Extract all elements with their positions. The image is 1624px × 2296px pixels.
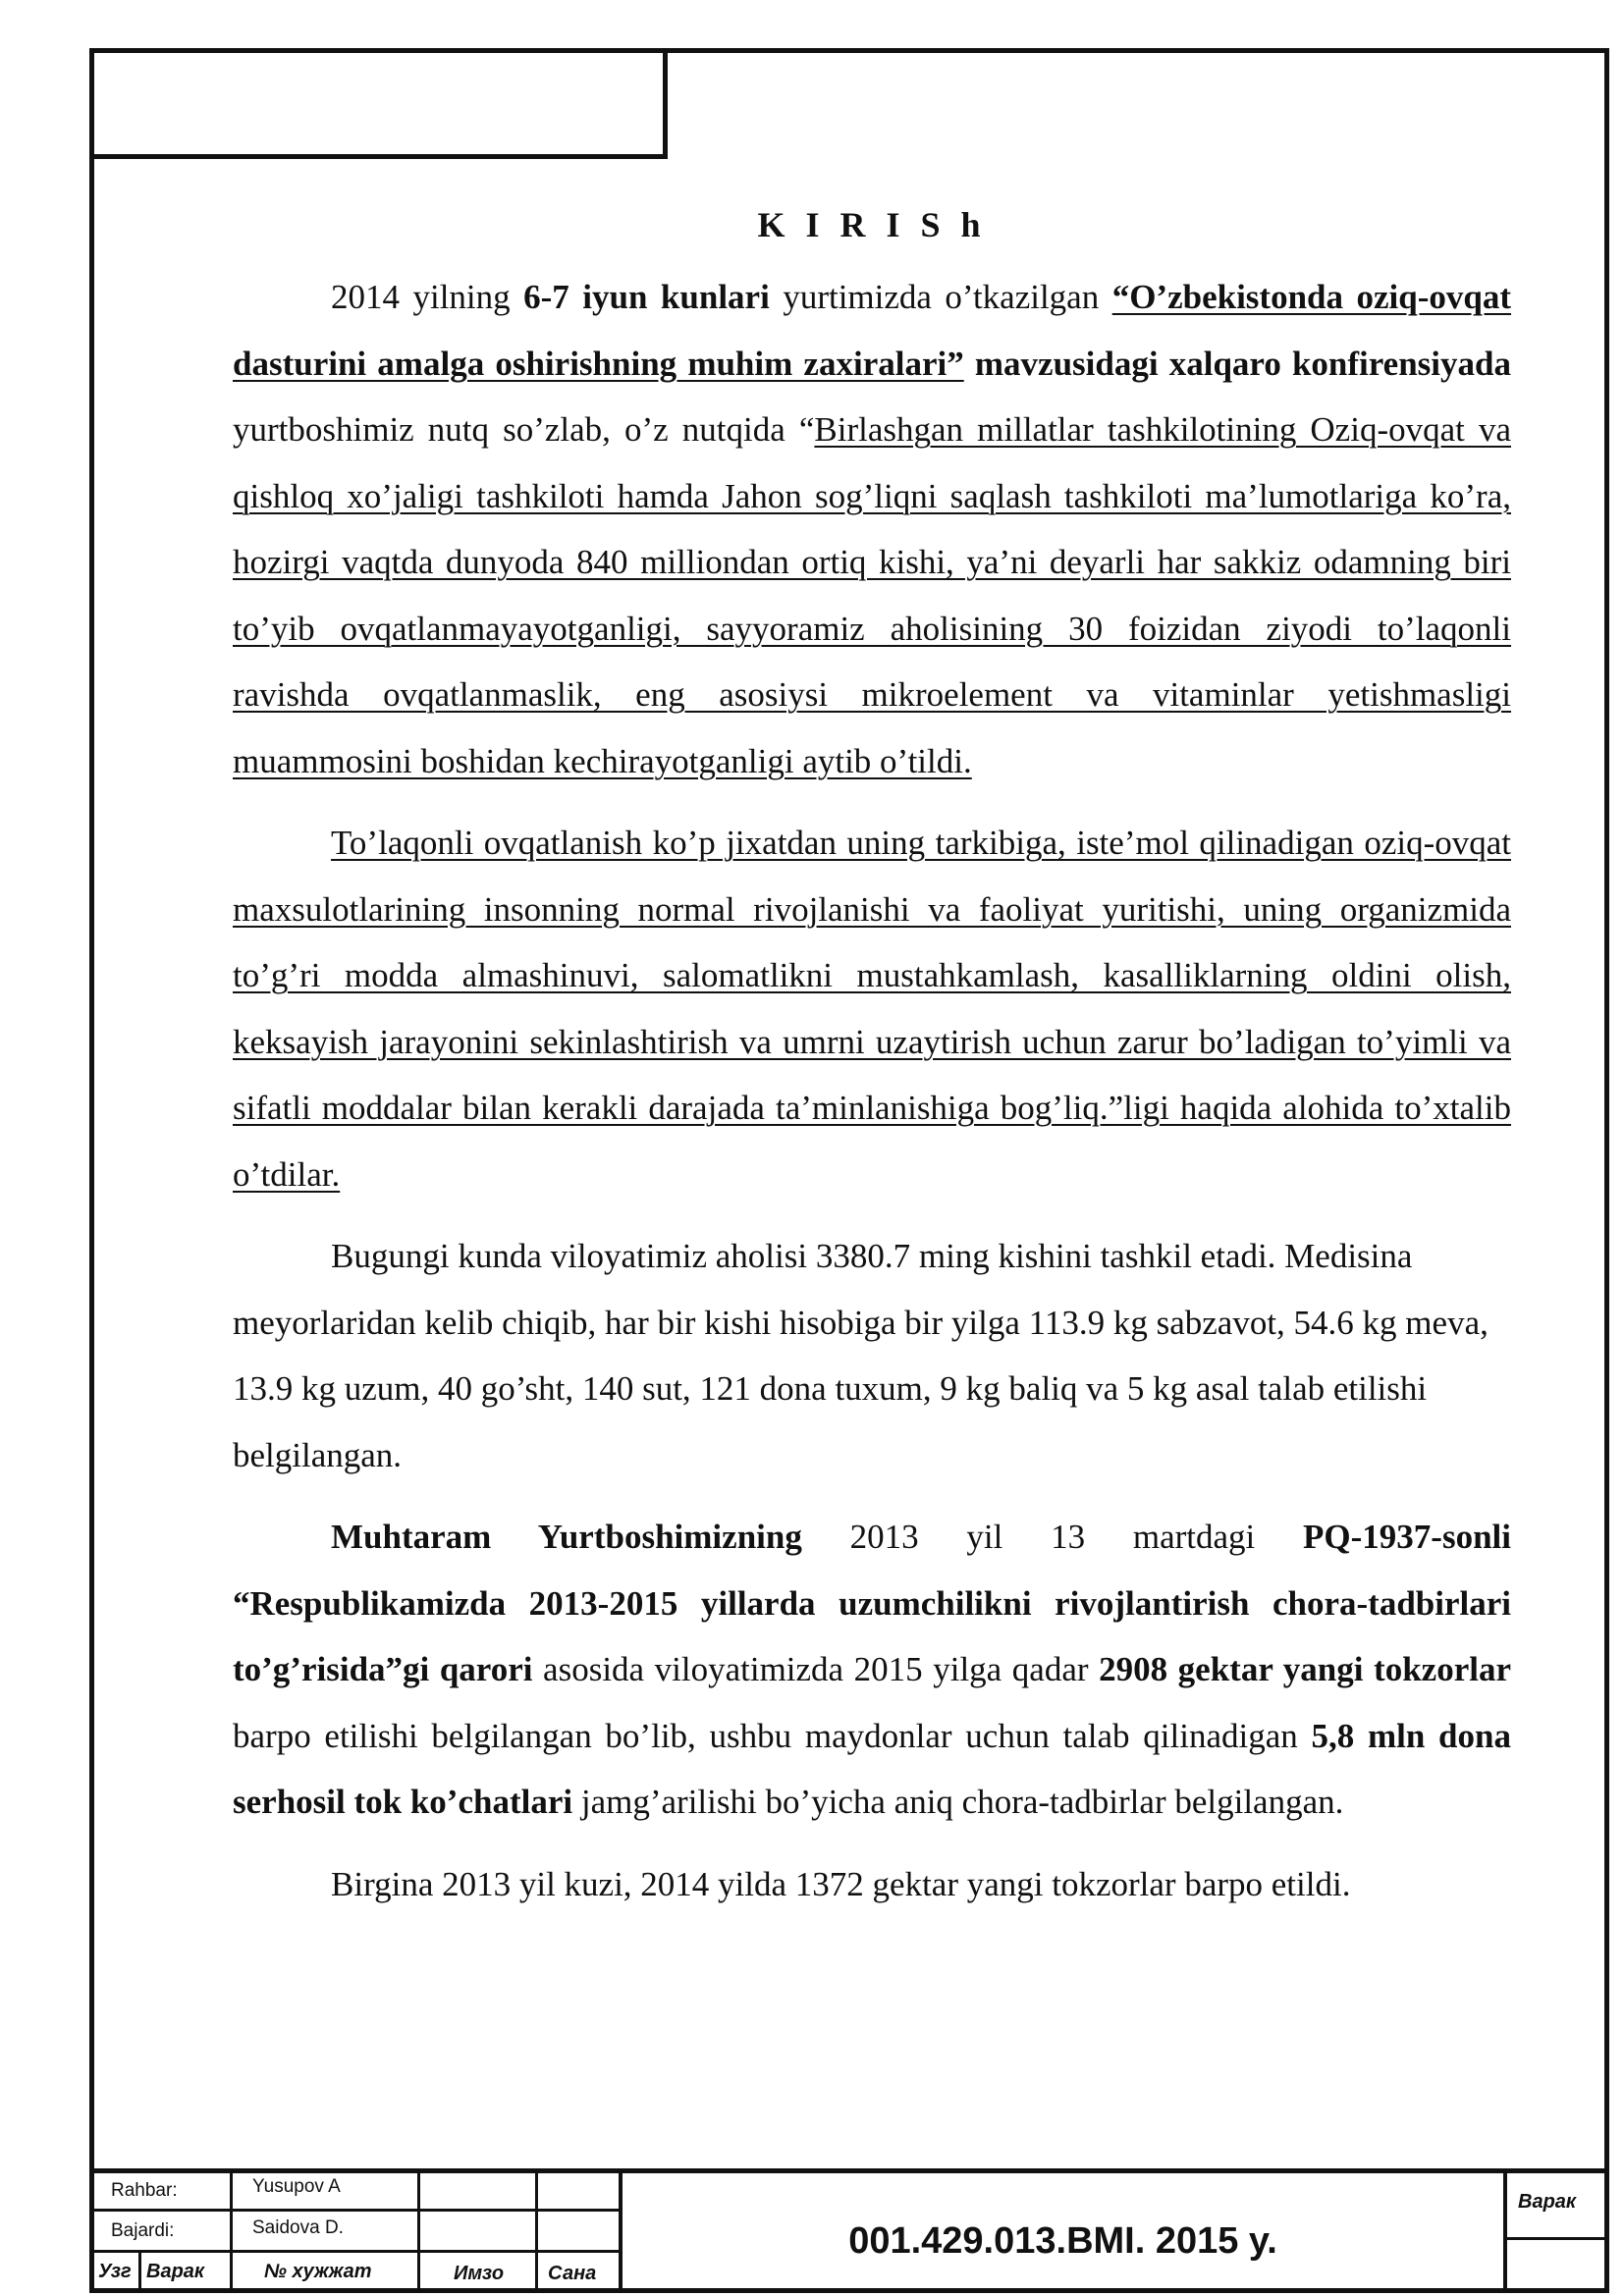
document-title: K I R I S h — [757, 205, 987, 244]
text-run: mavzusidagi xalqaro konfirensiyada — [963, 344, 1511, 383]
rahbar-name: Yusupov A — [252, 2176, 341, 2197]
document-body — [233, 167, 1511, 1933]
text-run: 6-7 iyun kunlari — [523, 278, 770, 316]
col-hujjat: № хужжат — [264, 2261, 372, 2282]
paragraph-5: Birgina 2013 yil kuzi, 2014 yilda 1372 gektar yangi tokzorlar barpo etildi. — [331, 1864, 1351, 1903]
text-run: Muhtaram Yurtboshimizning — [331, 1518, 802, 1556]
document-code: 001.429.013.BMI. 2015 y. — [848, 2220, 1277, 2262]
col-sana: Сана — [548, 2263, 597, 2284]
paragraph-1: 2014 yilning 6-7 iyun kunlari yurtimizda o’tkazilgan “O’zbekistonda oziq-ovqat dasturini amalga oshirishning muhim zaxiralari” mavzusidagi xalqaro konfirensiyada yurtboshimiz nutq so’zlab, o’z nutqida “Birlashgan millatlar tashkilotining Oziq-ovqat va qishloq xo’jaligi tashkiloti hamda Jahon sog’liqni saqlash tashkiloti ma’lumotlariga ko’ra, hozirgi vaqtda dunyoda 840 milliondan ortiq kishi, ya’ni deyarli har sakkiz odamning biri to’yib ovqatlanmayayotganligi, sayyoramiz aholisining 30 foizidan ziyodi to’laqonli ravishda ovqatlanmaslik, eng asosiysi mikroelement va vitaminlar yetishmasligi muammosini boshidan kechirayotganligi aytib o’tildi. — [233, 278, 1511, 780]
text-run: To’laqonli ovqatlanish ko’p jixatdan uning tarkibiga, iste’mol qilinadigan oziq-ovqat maxsulotlarining insonning normal rivojlanishi va faoliyat yuritishi, uning organizmida to’g’ri modda almashinuvi, salomatlikni mustahkamlash, kasalliklarning oldini olish, keksayish jarayonini sekinlashtirish va umrni uzaytirish uchun zarur bo’ladigan to’yimli va sifatli moddalar bilan kerakli darajada ta’minlanishiga bog’liq.”ligi haqida alohida to’xtalib o’tdilar. — [233, 824, 1511, 1194]
varak-label: Варак — [1518, 2191, 1577, 2213]
text-run: 2908 gektar yangi tokzorlar — [1099, 1650, 1512, 1688]
rahbar-label: Rahbar: — [111, 2180, 178, 2201]
text-run: PQ-1937-sonli “Respublikamizda 2013-2015 yillarda uzumchilikni rivojlantirish chora-tadbirlari to’g’risida”gi qarori — [233, 1518, 1511, 1688]
text-run: 5,8 mln dona serhosil tok ko’chatlari — [233, 1716, 1511, 1821]
title-block — [89, 2168, 1609, 2293]
text-run: Birlashgan millatlar tashkilotining Oziq-ovqat va qishloq xo’jaligi tashkiloti hamda Jahon sog’liqni saqlash tashkiloti ma’lumotlariga ko’ra, hozirgi vaqtda dunyoda 840 milliondan ortiq kishi, ya’ni deyarli har sakkiz odamning biri to’yib ovqatlanmayayotganligi, sayyoramiz aholisining 30 foizidan ziyodi to’laqonli ravishda ovqatlanmaslik, eng asosiysi mikroelement va vitaminlar yetishmasligi muammosini boshidan kechirayotganligi aytib o’tildi. — [233, 410, 1511, 780]
col-uzg: Узг — [98, 2261, 132, 2282]
col-varak: Варак — [146, 2261, 205, 2282]
bajardi-label: Bajardi: — [111, 2220, 175, 2241]
paragraph-3: Bugungi kunda viloyatimiz aholisi 3380.7 ming kishini tashkil etadi. Medisina meyorlaridan kelib chiqib, har bir kishi hisobiga bir yilga 113.9 kg sabzavot, 54.6 kg meva, 13.9 kg uzum, 40 go’sht, 140 sut, 121 dona tuxum, 9 kg baliq va 5 kg asal talab etilishi belgilangan. — [233, 1237, 1489, 1474]
bajardi-name: Saidova D. — [252, 2217, 344, 2238]
col-imzo: Имзо — [454, 2263, 505, 2284]
text-run: “O’zbekistonda oziq-ovqat dasturini amalga oshirishning muhim zaxiralari” — [233, 278, 1511, 383]
header-box — [89, 48, 668, 159]
paragraph-4: Muhtaram Yurtboshimizning 2013 yil 13 martdagi PQ-1937-sonli “Respublikamizda 2013-2015 yillarda uzumchilikni rivojlantirish chora-tadbirlari to’g’risida”gi qarori asosida viloyatimizda 2015 yilga qadar 2908 gektar yangi tokzorlar barpo etilishi belgilangan bo’lib, ushbu maydonlar uchun talab qilinadigan 5,8 mln dona serhosil tok ko’chatlari jamg’arilishi bo’yicha aniq chora-tadbirlar belgilangan. — [233, 1518, 1512, 1821]
paragraph-2 — [233, 810, 1511, 1207]
